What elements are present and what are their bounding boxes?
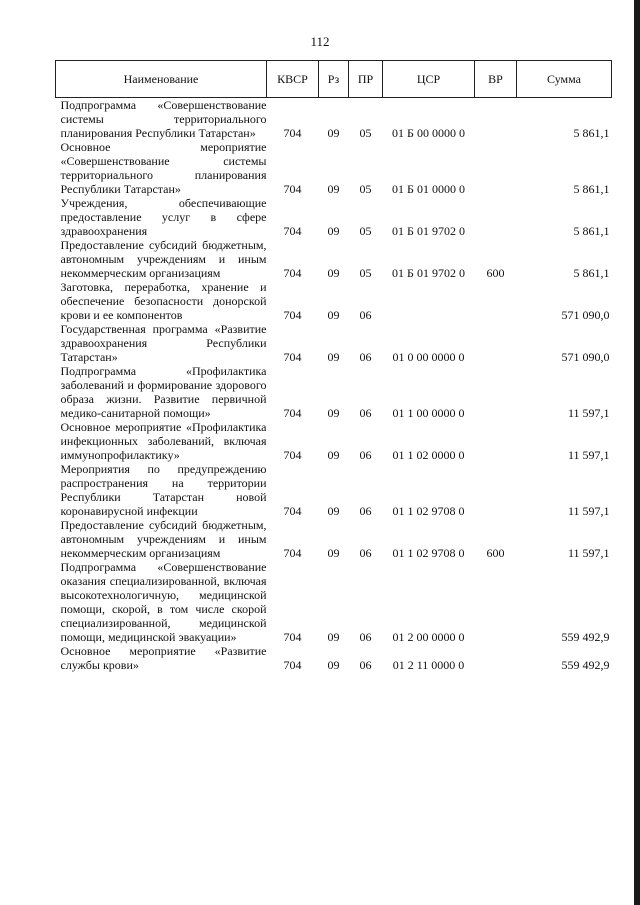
cell-sum: 571 090,0 <box>561 308 610 322</box>
table-row <box>56 644 612 672</box>
cell-rz: 09 <box>327 504 340 518</box>
scan-edge <box>634 0 640 905</box>
cell-kvsr: 704 <box>283 658 302 672</box>
header-name: Наименование <box>56 61 267 98</box>
cell-sum: 5 861,1 <box>573 266 610 280</box>
header-vr: ВР <box>475 61 517 98</box>
cell-name: Подпрограмма «Профилактика заболеваний и формирование здорового образа жизни. Развитие первичной медико-санитарной помощи» <box>60 364 267 420</box>
cell-kvsr: 704 <box>283 308 302 322</box>
cell-vr <box>475 140 517 196</box>
cell-pr: 05 <box>359 224 372 238</box>
cell-rz: 09 <box>327 630 340 644</box>
cell-csr: 01 2 00 0000 0 <box>392 630 465 644</box>
cell-csr: 01 Б 01 0000 0 <box>392 182 465 196</box>
budget-table <box>55 60 612 672</box>
cell-name: Учреждения, обеспечивающие предоставление услуг в сфере здравоохранения <box>60 196 267 238</box>
cell-csr: 01 1 02 9708 0 <box>392 504 465 518</box>
cell-pr: 05 <box>359 182 372 196</box>
table-row <box>56 98 612 141</box>
cell-sum: 5 861,1 <box>573 182 610 196</box>
cell-pr: 05 <box>359 266 372 280</box>
header-sum: Сумма <box>517 61 612 98</box>
cell-kvsr: 704 <box>283 224 302 238</box>
cell-rz: 09 <box>327 350 340 364</box>
cell-rz: 09 <box>327 448 340 462</box>
cell-vr <box>475 364 517 420</box>
table-body <box>56 98 612 673</box>
page-number: 112 <box>310 34 330 49</box>
header-csr: ЦСР <box>383 61 475 98</box>
cell-pr: 06 <box>359 406 372 420</box>
cell-pr: 06 <box>359 658 372 672</box>
cell-rz: 09 <box>327 126 340 140</box>
cell-kvsr: 704 <box>283 504 302 518</box>
cell-vr <box>475 98 517 141</box>
cell-sum: 5 861,1 <box>573 126 610 140</box>
table-row <box>56 140 612 196</box>
cell-rz: 09 <box>327 224 340 238</box>
cell-csr: 01 Б 01 9702 0 <box>392 224 465 238</box>
cell-csr <box>383 280 475 322</box>
cell-vr <box>475 560 517 644</box>
header-rz: Рз <box>319 61 349 98</box>
cell-name: Государственная программа «Развитие здравоохранения Республики Татарстан» <box>60 322 267 364</box>
cell-vr <box>475 462 517 518</box>
cell-csr: 01 1 02 0000 0 <box>392 448 465 462</box>
cell-csr: 01 2 11 0000 0 <box>392 658 465 672</box>
cell-name: Предоставление субсидий бюджетным, автономным учреждениям и иным некоммерческим организациям <box>60 518 267 560</box>
cell-csr: 01 0 00 0000 0 <box>392 350 465 364</box>
table-row <box>56 462 612 518</box>
cell-vr <box>475 280 517 322</box>
cell-sum: 11 597,1 <box>567 546 610 560</box>
cell-pr: 06 <box>359 504 372 518</box>
cell-csr: 01 Б 01 9702 0 <box>392 266 465 280</box>
cell-pr: 06 <box>359 308 372 322</box>
header-kvsr: КВСР <box>267 61 319 98</box>
table-row <box>56 420 612 462</box>
cell-csr: 01 Б 00 0000 0 <box>392 126 465 140</box>
cell-csr: 01 1 02 9708 0 <box>392 546 465 560</box>
table-row <box>56 238 612 280</box>
cell-name: Основное мероприятие «Совершенствование системы территориального планирования Республики Татарстан» <box>60 140 267 196</box>
cell-name: Подпрограмма «Совершенствование оказания специализированной, включая высокотехнологичную, медицинской помощи, скорой, в том числе скорой специализированной, медицинской помощи, медицинской эвакуации» <box>60 560 267 644</box>
cell-csr: 01 1 00 0000 0 <box>392 406 465 420</box>
table-row <box>56 518 612 560</box>
cell-name: Основное мероприятие «Профилактика инфекционных заболеваний, включая иммунопрофилактику» <box>60 420 267 462</box>
cell-vr <box>475 322 517 364</box>
table-row <box>56 280 612 322</box>
cell-pr: 06 <box>359 448 372 462</box>
cell-kvsr: 704 <box>283 448 302 462</box>
cell-kvsr: 704 <box>283 126 302 140</box>
cell-vr <box>475 644 517 672</box>
cell-kvsr: 704 <box>283 350 302 364</box>
table-row <box>56 364 612 420</box>
cell-kvsr: 704 <box>283 182 302 196</box>
cell-kvsr: 704 <box>283 630 302 644</box>
table-row <box>56 322 612 364</box>
cell-rz: 09 <box>327 658 340 672</box>
cell-name: Основное мероприятие «Развитие службы крови» <box>60 644 267 672</box>
cell-name: Подпрограмма «Совершенствование системы территориального планирования Республики Татарстан» <box>60 98 267 140</box>
cell-kvsr: 704 <box>283 266 302 280</box>
cell-pr: 05 <box>359 126 372 140</box>
cell-name: Заготовка, переработка, хранение и обеспечение безопасности донорской крови и ее компонентов <box>60 280 267 322</box>
cell-vr: 600 <box>486 546 505 560</box>
cell-rz: 09 <box>327 182 340 196</box>
cell-rz: 09 <box>327 546 340 560</box>
cell-sum: 5 861,1 <box>573 224 610 238</box>
cell-pr: 06 <box>359 630 372 644</box>
cell-kvsr: 704 <box>283 546 302 560</box>
cell-pr: 06 <box>359 350 372 364</box>
cell-name: Мероприятия по предупреждению распространения на территории Республики Татарстан новой коронавирусной инфекции <box>60 462 267 518</box>
cell-rz: 09 <box>327 406 340 420</box>
cell-rz: 09 <box>327 308 340 322</box>
cell-vr: 600 <box>486 266 505 280</box>
cell-sum: 11 597,1 <box>567 448 610 462</box>
cell-sum: 11 597,1 <box>567 504 610 518</box>
table-row <box>56 560 612 644</box>
cell-sum: 559 492,9 <box>561 658 610 672</box>
table-row <box>56 196 612 238</box>
table-header <box>56 61 612 98</box>
header-pr: ПР <box>349 61 383 98</box>
cell-sum: 11 597,1 <box>567 406 610 420</box>
cell-sum: 571 090,0 <box>561 350 610 364</box>
cell-sum: 559 492,9 <box>561 630 610 644</box>
cell-pr: 06 <box>359 546 372 560</box>
cell-vr <box>475 196 517 238</box>
cell-rz: 09 <box>327 266 340 280</box>
cell-kvsr: 704 <box>283 406 302 420</box>
cell-name: Предоставление субсидий бюджетным, автономным учреждениям и иным некоммерческим организациям <box>60 238 267 280</box>
cell-vr <box>475 420 517 462</box>
